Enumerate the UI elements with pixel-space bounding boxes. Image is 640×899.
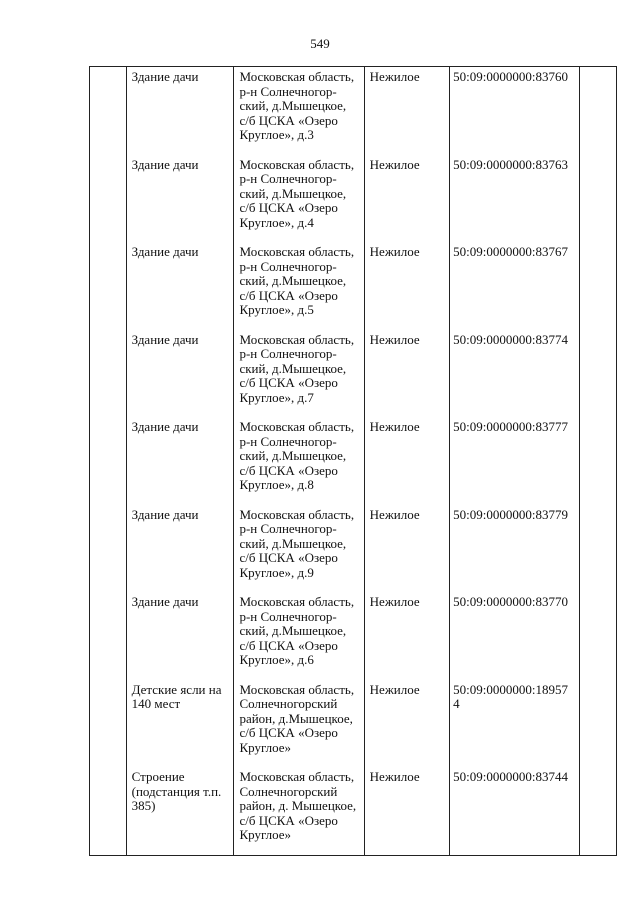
object-name: Здание дачи <box>126 417 234 505</box>
object-address: Московская область, Солнечногорский район, д.Мышецкое, с/б ЦСКА «Озеро Круглое» <box>234 680 364 768</box>
row-number <box>90 417 127 505</box>
object-type: Нежилое <box>364 680 449 768</box>
cadastral-number: 50:09:0000000:83760 <box>450 67 580 155</box>
row-note <box>580 505 617 593</box>
object-type: Нежилое <box>364 155 449 243</box>
table-row <box>90 242 617 330</box>
row-note <box>580 417 617 505</box>
table-row <box>90 505 617 593</box>
table-row <box>90 67 617 155</box>
object-name: Здание дачи <box>126 592 234 680</box>
object-name: Здание дачи <box>126 155 234 243</box>
object-name: Здание дачи <box>126 330 234 418</box>
table-row <box>90 680 617 768</box>
object-address: Московская область, Солнечногорский район, д. Мышецкое, с/б ЦСКА «Озеро Круглое» <box>234 767 364 855</box>
cadastral-number: 50:09:0000000:83744 <box>450 767 580 855</box>
row-note <box>580 155 617 243</box>
cadastral-number: 50:09:0000000:83767 <box>450 242 580 330</box>
object-address: Московская область, р-н Солнечногор- ский, д.Мышецкое, с/б ЦСКА «Озеро Круглое», д.5 <box>234 242 364 330</box>
cadastral-number: 50:09:0000000:83774 <box>450 330 580 418</box>
row-note <box>580 680 617 768</box>
table-row <box>90 330 617 418</box>
object-address: Московская область, р-н Солнечногор- ский, д.Мышецкое, с/б ЦСКА «Озеро Круглое», д.3 <box>234 67 364 155</box>
cadastral-number: 50:09:0000000:18957 4 <box>450 680 580 768</box>
table-row <box>90 767 617 855</box>
object-name: Здание дачи <box>126 67 234 155</box>
page-number: 549 <box>310 36 330 51</box>
table-row <box>90 417 617 505</box>
row-note <box>580 242 617 330</box>
row-number <box>90 767 127 855</box>
row-note <box>580 330 617 418</box>
cadastral-number: 50:09:0000000:83777 <box>450 417 580 505</box>
row-number <box>90 67 127 155</box>
row-note <box>580 67 617 155</box>
row-number <box>90 680 127 768</box>
row-number <box>90 242 127 330</box>
object-address: Московская область, р-н Солнечногор- ский, д.Мышецкое, с/б ЦСКА «Озеро Круглое», д.4 <box>234 155 364 243</box>
row-number <box>90 330 127 418</box>
row-note <box>580 767 617 855</box>
table-row <box>90 155 617 243</box>
object-type: Нежилое <box>364 767 449 855</box>
row-number <box>90 155 127 243</box>
property-table <box>89 66 617 856</box>
cadastral-number: 50:09:0000000:83770 <box>450 592 580 680</box>
object-name: Здание дачи <box>126 505 234 593</box>
object-name: Здание дачи <box>126 242 234 330</box>
object-type: Нежилое <box>364 242 449 330</box>
object-address: Московская область, р-н Солнечногор- ский, д.Мышецкое, с/б ЦСКА «Озеро Круглое», д.9 <box>234 505 364 593</box>
row-number <box>90 505 127 593</box>
object-address: Московская область, р-н Солнечногор- ский, д.Мышецкое, с/б ЦСКА «Озеро Круглое», д.6 <box>234 592 364 680</box>
object-type: Нежилое <box>364 330 449 418</box>
object-name: Детские ясли на 140 мест <box>126 680 234 768</box>
object-address: Московская область, р-н Солнечногор- ский, д.Мышецкое, с/б ЦСКА «Озеро Круглое», д.7 <box>234 330 364 418</box>
cadastral-number: 50:09:0000000:83779 <box>450 505 580 593</box>
object-type: Нежилое <box>364 505 449 593</box>
object-type: Нежилое <box>364 67 449 155</box>
object-name: Строение (подстанция т.п. 385) <box>126 767 234 855</box>
object-type: Нежилое <box>364 417 449 505</box>
row-note <box>580 592 617 680</box>
cadastral-number: 50:09:0000000:83763 <box>450 155 580 243</box>
object-address: Московская область, р-н Солнечногор- ский, д.Мышецкое, с/б ЦСКА «Озеро Круглое», д.8 <box>234 417 364 505</box>
object-type: Нежилое <box>364 592 449 680</box>
row-number <box>90 592 127 680</box>
table-row <box>90 592 617 680</box>
